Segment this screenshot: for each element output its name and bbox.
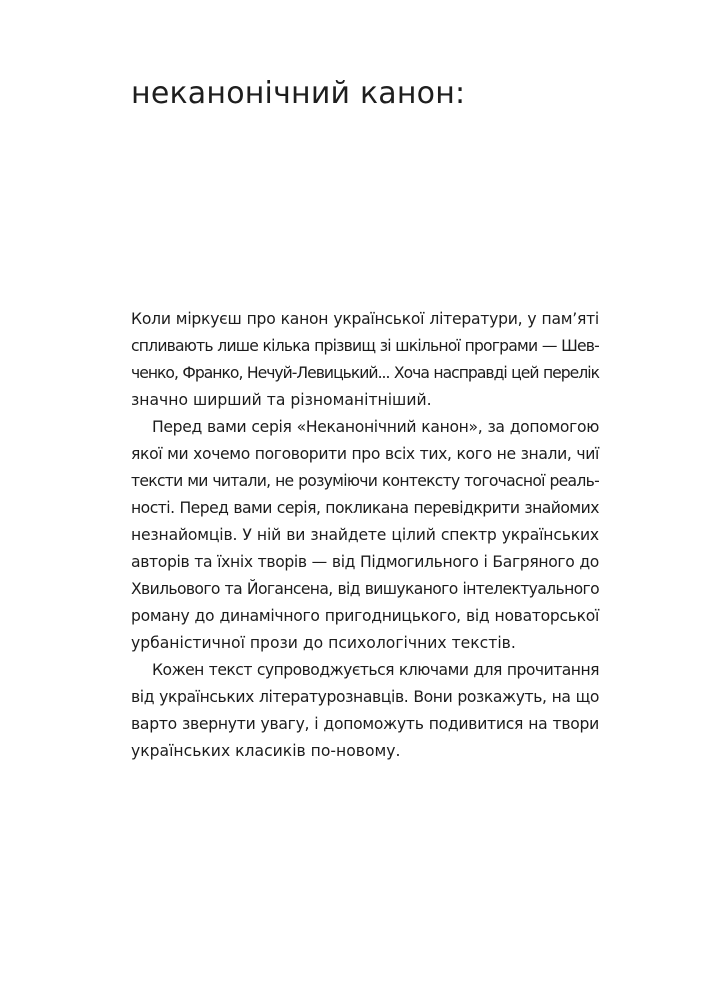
paragraph-3 <box>131 657 599 765</box>
text-line: якої ми хочемо поговорити про всіх тих, кого не знали, чиї <box>131 445 599 463</box>
text-line: Хвильового та Йогансена, від вишуканого інтелектуального <box>131 580 599 598</box>
text-line: тексти ми читали, не розуміючи контексту тогочасної реаль- <box>131 472 599 490</box>
text-line: Перед вами серія «Неканонічний канон», за допомогою <box>152 418 599 436</box>
text-line: значно ширший та різноманітніший. <box>131 391 432 409</box>
text-line: спливають лише кілька прізвищ зі шкільної програми — Шев- <box>131 337 599 355</box>
text-line: авторів та їхніх творів — від Підмогильного і Багряного до <box>131 553 599 571</box>
text-line: незнайомців. У ній ви знайдете цілий спектр українських <box>131 526 599 544</box>
text-line: урбаністичної прози до психологічних текстів. <box>131 634 516 652</box>
text-line: ченко, Франко, Нечуй-Левицький... Хоча насправді цей перелік <box>131 364 599 382</box>
text-line: Коли міркуєш про канон української літератури, у пам’яті <box>131 310 599 328</box>
text-line: варто звернути увагу, і допоможуть подивитися на твори <box>131 715 599 733</box>
text-line: українських класиків по-новому. <box>131 742 401 760</box>
text-line: ності. Перед вами серія, покликана перевідкрити знайомих <box>131 499 599 517</box>
paragraph-1 <box>131 306 599 414</box>
body-text <box>131 306 599 765</box>
page-heading: неканонічний канон: <box>131 76 466 111</box>
text-line: роману до динамічного пригодницького, від новаторської <box>131 607 599 625</box>
text-line: Кожен текст супроводжується ключами для прочитання <box>152 661 599 679</box>
paragraph-2 <box>131 414 599 657</box>
text-line: від українських літературознавців. Вони розкажуть, на що <box>131 688 599 706</box>
